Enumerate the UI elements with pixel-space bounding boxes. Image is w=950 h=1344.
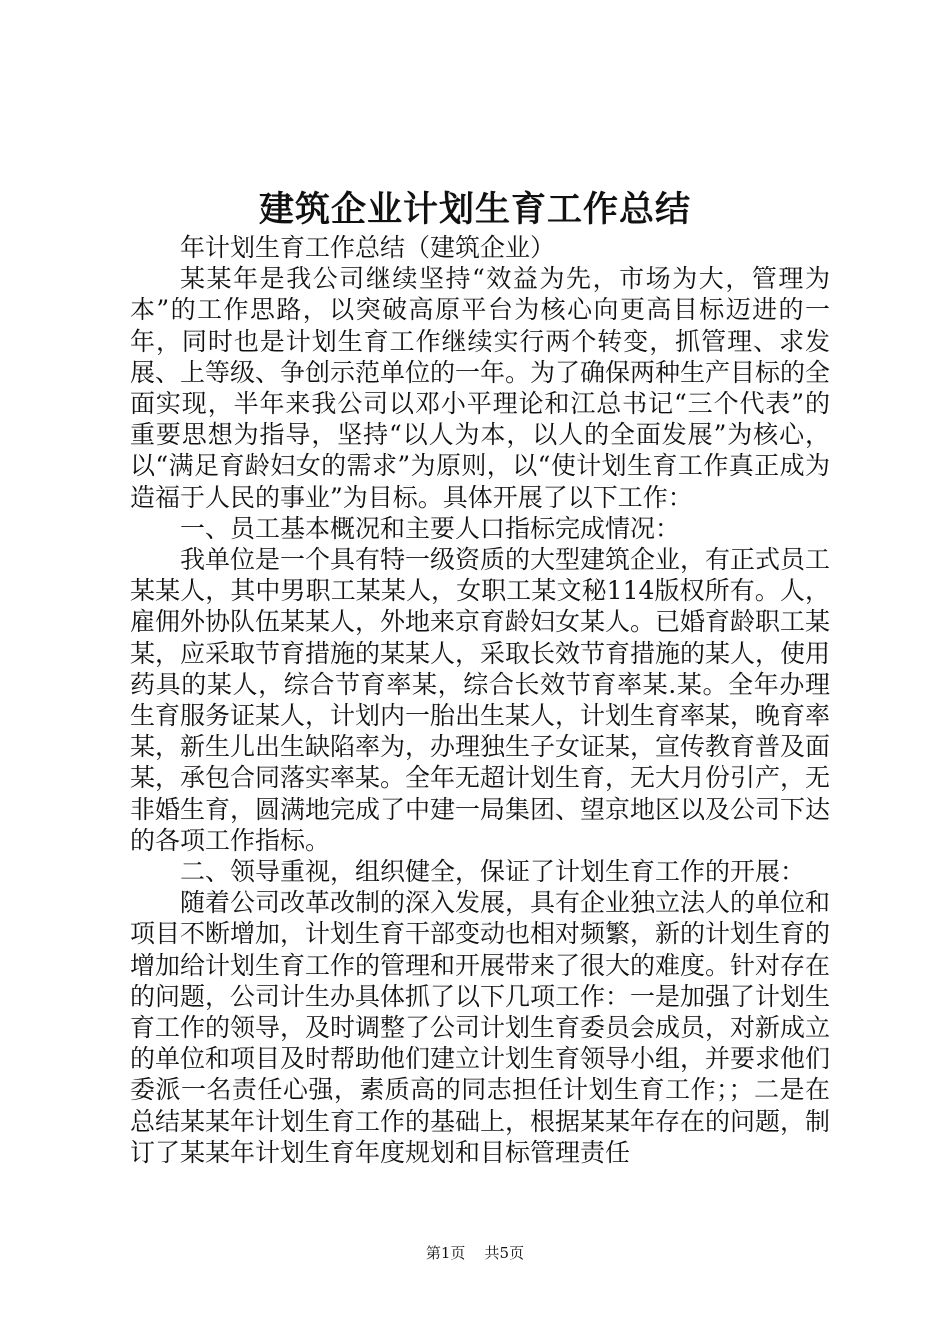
page-footer — [0, 1243, 950, 1263]
page-number: 第1页 — [425, 1244, 466, 1262]
section-heading-2: 二、领导重视，组织健全，保证了计划生育工作的开展： — [180, 857, 806, 887]
paragraph-section-2: 随着公司改革改制的深入发展，具有企业独立法人的单位和项目不断增加，计划生育干部变动也相对频繁，新的计划生育的增加给计划生育工作的管理和开展带来了很大的难度。针对存在的问题，公司计生办具体抓了以下几项工作：一是加强了计划生育工作的领导，及时调整了公司计划生育委员会成员，对新成立的单位和项目及时帮助他们建立计划生育领导小组，并要求他们委派一名责任心强，素质高的同志担任计划生育工作；；二是在总结某某年计划生育工作的基础上，根据某某年存在的问题，制订了某某年计划生育年度规划和目标管理责任 — [130, 888, 831, 1167]
paragraph-intro: 某某年是我公司继续坚持“效益为先，市场为大，管理为本”的工作思路，以突破高原平台为核心向更高目标迈进的一年，同时也是计划生育工作继续实行两个转变，抓管理、求发展、上等级、争创示范单位的一年。为了确保两种生产目标的全面实现，半年来我公司以邓小平理论和江总书记“三个代表”的重要思想为指导，坚持“以人为本，以人的全面发展”为核心，以“满足育龄妇女的需求”为原则，以“使计划生育工作真正成为造福于人民的事业”为目标。具体开展了以下工作： — [130, 264, 831, 512]
page-gap — [470, 1244, 480, 1262]
document-title: 建筑企业计划生育工作总结 — [258, 189, 691, 230]
section-heading-1: 一、员工基本概况和主要人口指标完成情况： — [180, 513, 681, 543]
document-body — [130, 232, 830, 1168]
paragraph-subtitle: 年计划生育工作总结（建筑企业） — [180, 233, 556, 262]
page-total: 共5页 — [484, 1244, 525, 1262]
paragraph-section-1: 我单位是一个具有特一级资质的大型建筑企业，有正式员工某某人，其中男职工某某人，女职工某文秘114版权所有。人，雇佣外协队伍某某人，外地来京育龄妇女某人。已婚育龄职工某某，应采取节育措施的某某人，采取长效节育措施的某人，使用药具的某人，综合节育率某，综合长效节育率某.某。全年办理生育服务证某人，计划内一胎出生某人，计划生育率某，晚育率某，新生儿出生缺陷率为，办理独生子女证某，宣传教育普及面某，承包合同落实率某。全年无超计划生育，无大月份引产，无非婚生育，圆满地完成了中建一局集团、望京地区以及公司下达的各项工作指标。 — [130, 545, 831, 855]
